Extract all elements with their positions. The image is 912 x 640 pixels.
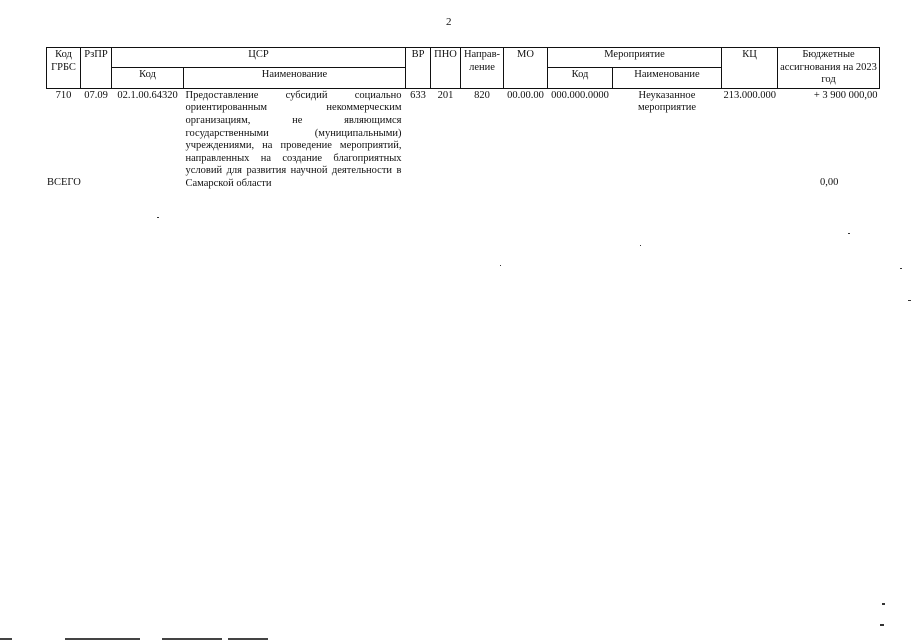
total-value: 0,00 [820,177,839,188]
header-meropriyatie: Мероприятие [548,48,722,68]
scan-speck [882,603,885,605]
header-rzpr: РзПР [81,48,112,89]
header-csr: ЦСР [112,48,406,68]
budget-table [46,47,880,192]
header-mo: МО [504,48,548,89]
header-napravlenie: Направ-ление [461,48,504,89]
header-budget: Бюджетные ассигнования на 2023 год [778,48,880,89]
scan-speck [900,268,902,269]
header-vr: ВР [406,48,431,89]
header-csr-kod: Код [112,68,184,88]
page-number: 2 [446,16,452,28]
scan-speck [908,300,911,301]
cell-grbs: 710 [55,89,72,101]
header-mer-name: Наименование [613,68,722,88]
header-csr-name: Наименование [184,68,406,88]
cell-pno: 201 [437,89,454,101]
cell-kc: 213.000.000 [723,89,777,101]
cell-mo: 00.00.00 [507,89,544,101]
cell-csr-name: Предоставление субсидий социально ориентированным некоммерческим организациям, не являющимся государственными (муниципальными) учреждениями, на проведение мероприятий, направленных на создание благоприятных условий для развития научной деятельности в Самарской области [185,89,402,189]
cell-napravlenie: 820 [474,89,490,101]
scan-speck [640,245,641,246]
cell-amount: + 3 900 000,00 [813,89,878,101]
total-label: ВСЕГО [47,177,81,188]
cell-vr: 633 [410,89,426,101]
header-kod-grbs: Код ГРБС [47,48,81,89]
header-kc: КЦ [722,48,778,89]
header-pno: ПНО [431,48,461,89]
cell-mer-kod: 000.000.0000 [551,89,609,101]
scan-speck [157,217,159,218]
cell-csr-kod: 02.1.00.64320 [117,89,178,101]
header-mer-kod: Код [548,68,613,88]
table-row [47,88,880,191]
scan-speck [848,233,850,234]
scan-speck [500,265,501,266]
cell-mer-name: Неуказанное мероприятие [638,89,696,114]
cell-rzpr: 07.09 [84,89,108,101]
scan-speck [880,624,884,626]
